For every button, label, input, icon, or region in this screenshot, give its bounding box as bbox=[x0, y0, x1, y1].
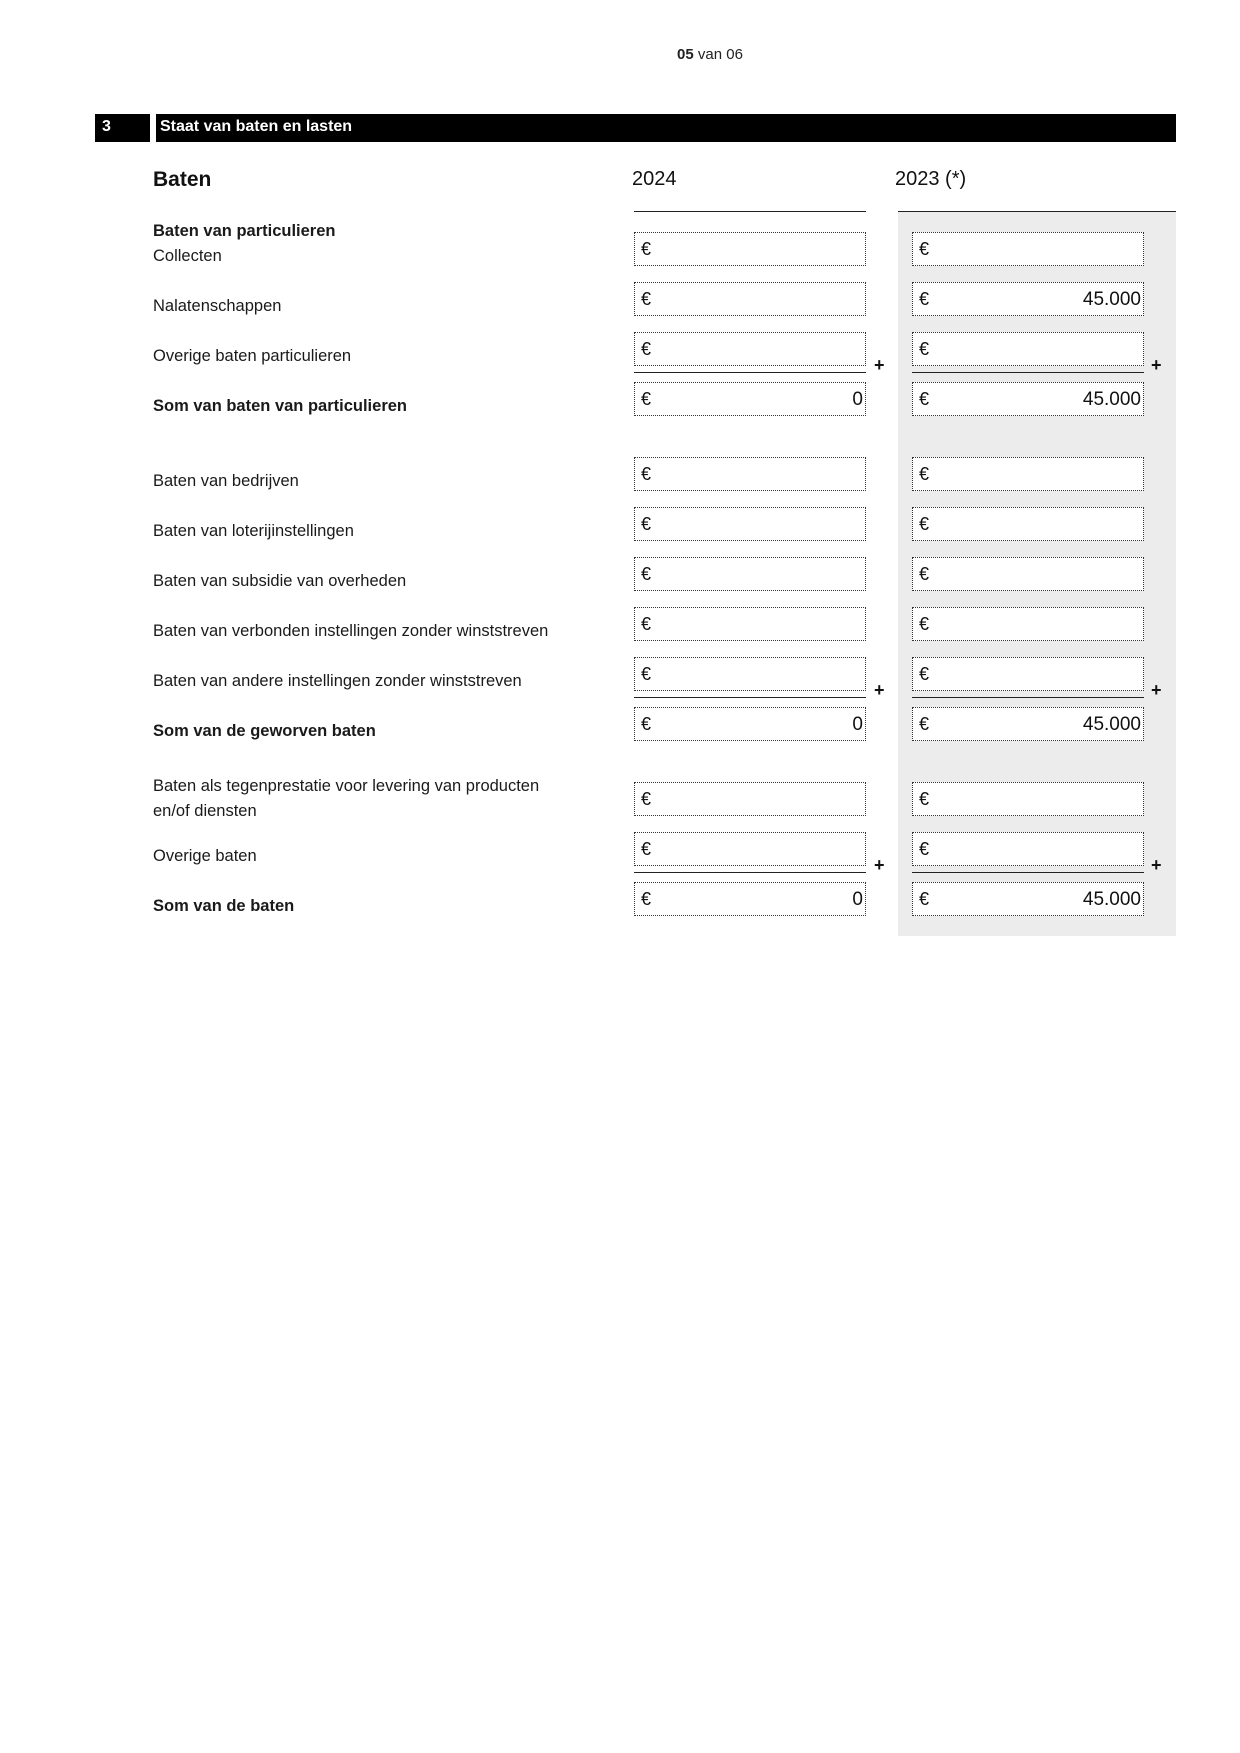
som-geworven-2024-value: 0 bbox=[852, 714, 863, 735]
section-title: Staat van baten en lasten bbox=[160, 118, 353, 135]
plus-sign: + bbox=[874, 680, 885, 700]
som-particulieren-2023-value: 45.000 bbox=[1082, 389, 1141, 410]
collecten-2023-field[interactable] bbox=[912, 232, 1144, 266]
collecten-label: Collecten bbox=[153, 247, 222, 265]
loterij-2024-field[interactable] bbox=[634, 507, 866, 541]
column-header-2023: 2023 (*) bbox=[895, 168, 967, 190]
euro-sign: € bbox=[919, 389, 930, 409]
euro-sign: € bbox=[919, 789, 930, 809]
euro-sign: € bbox=[641, 889, 652, 909]
particulieren-heading: Baten van particulieren bbox=[153, 222, 336, 240]
euro-sign: € bbox=[919, 714, 930, 734]
overige-particulieren-2023-field[interactable] bbox=[912, 332, 1144, 366]
page-sep: van bbox=[693, 46, 727, 63]
nalatenschappen-2023-field[interactable] bbox=[912, 282, 1144, 316]
som-particulieren-2024-value: 0 bbox=[852, 389, 863, 410]
euro-sign: € bbox=[919, 339, 930, 359]
som-baten-2023-value: 45.000 bbox=[1082, 889, 1141, 910]
table-heading: Baten bbox=[153, 168, 212, 191]
euro-sign: € bbox=[919, 289, 930, 309]
euro-sign: € bbox=[641, 464, 652, 484]
euro-sign: € bbox=[919, 514, 930, 534]
plus-sign: + bbox=[1151, 855, 1162, 875]
som-geworven-2024-field[interactable] bbox=[634, 707, 866, 741]
page-total: 06 bbox=[726, 46, 743, 63]
euro-sign: € bbox=[919, 464, 930, 484]
nalatenschappen-2024-field[interactable] bbox=[634, 282, 866, 316]
euro-sign: € bbox=[641, 714, 652, 734]
subsidie-label: Baten van subsidie van overheden bbox=[153, 572, 407, 590]
tegenprestatie-label-line2: en/of diensten bbox=[153, 802, 257, 820]
section-number: 3 bbox=[102, 118, 111, 135]
subsidie-2024-field[interactable] bbox=[634, 557, 866, 591]
plus-sign: + bbox=[1151, 680, 1162, 700]
sum-rule-2024 bbox=[634, 372, 866, 373]
euro-sign: € bbox=[919, 239, 930, 259]
euro-sign: € bbox=[641, 664, 652, 684]
nalatenschappen-label: Nalatenschappen bbox=[153, 297, 282, 315]
euro-sign: € bbox=[641, 339, 652, 359]
sum-rule-2023 bbox=[912, 697, 1144, 698]
loterij-2023-field[interactable] bbox=[912, 507, 1144, 541]
overige-baten-2023-field[interactable] bbox=[912, 832, 1144, 866]
tegenprestatie-2023-field[interactable] bbox=[912, 782, 1144, 816]
tegenprestatie-label-line1: Baten als tegenprestatie voor levering van producten bbox=[153, 777, 540, 795]
euro-sign: € bbox=[919, 614, 930, 634]
andere-label: Baten van andere instellingen zonder winststreven bbox=[153, 672, 522, 690]
overige-baten-2024-field[interactable] bbox=[634, 832, 866, 866]
page-current: 05 bbox=[677, 46, 694, 63]
euro-sign: € bbox=[641, 514, 652, 534]
som-particulieren-2023-field[interactable] bbox=[912, 382, 1144, 416]
overige-particulieren-2024-field[interactable] bbox=[634, 332, 866, 366]
som-geworven-2023-field[interactable] bbox=[912, 707, 1144, 741]
column-header-2024: 2024 bbox=[632, 168, 677, 190]
euro-sign: € bbox=[641, 789, 652, 809]
subsidie-2023-field[interactable] bbox=[912, 557, 1144, 591]
overige-particulieren-label: Overige baten particulieren bbox=[153, 347, 352, 365]
som-particulieren-2024-field[interactable] bbox=[634, 382, 866, 416]
page-number bbox=[0, 46, 1240, 63]
som-particulieren-label: Som van baten van particulieren bbox=[153, 397, 407, 415]
euro-sign: € bbox=[641, 839, 652, 859]
section-divider bbox=[150, 114, 156, 142]
euro-sign: € bbox=[641, 564, 652, 584]
plus-sign: + bbox=[874, 855, 885, 875]
loterij-label: Baten van loterijinstellingen bbox=[153, 522, 354, 540]
header-rule-2023 bbox=[898, 211, 1176, 212]
som-baten-2024-value: 0 bbox=[852, 889, 863, 910]
andere-2024-field[interactable] bbox=[634, 657, 866, 691]
plus-sign: + bbox=[1151, 355, 1162, 375]
euro-sign: € bbox=[641, 289, 652, 309]
sum-rule-2024 bbox=[634, 872, 866, 873]
som-baten-label: Som van de baten bbox=[153, 897, 295, 915]
header-rule-2024 bbox=[634, 211, 866, 212]
som-baten-2024-field[interactable] bbox=[634, 882, 866, 916]
sum-rule-2024 bbox=[634, 697, 866, 698]
sum-rule-2023 bbox=[912, 372, 1144, 373]
andere-2023-field[interactable] bbox=[912, 657, 1144, 691]
nalatenschappen-2023-value: 45.000 bbox=[1082, 289, 1141, 310]
bedrijven-2023-field[interactable] bbox=[912, 457, 1144, 491]
bedrijven-2024-field[interactable] bbox=[634, 457, 866, 491]
euro-sign: € bbox=[641, 614, 652, 634]
euro-sign: € bbox=[919, 889, 930, 909]
bedrijven-label: Baten van bedrijven bbox=[153, 472, 299, 490]
verbonden-2024-field[interactable] bbox=[634, 607, 866, 641]
euro-sign: € bbox=[919, 664, 930, 684]
section-bar bbox=[95, 114, 1176, 142]
plus-sign: + bbox=[874, 355, 885, 375]
euro-sign: € bbox=[641, 239, 652, 259]
som-geworven-2023-value: 45.000 bbox=[1082, 714, 1141, 735]
verbonden-label: Baten van verbonden instellingen zonder winststreven bbox=[153, 622, 549, 640]
som-baten-2023-field[interactable] bbox=[912, 882, 1144, 916]
overige-baten-label: Overige baten bbox=[153, 847, 257, 865]
som-geworven-label: Som van de geworven baten bbox=[153, 722, 376, 740]
sum-rule-2023 bbox=[912, 872, 1144, 873]
euro-sign: € bbox=[919, 839, 930, 859]
collecten-2024-field[interactable] bbox=[634, 232, 866, 266]
euro-sign: € bbox=[919, 564, 930, 584]
verbonden-2023-field[interactable] bbox=[912, 607, 1144, 641]
tegenprestatie-2024-field[interactable] bbox=[634, 782, 866, 816]
euro-sign: € bbox=[641, 389, 652, 409]
